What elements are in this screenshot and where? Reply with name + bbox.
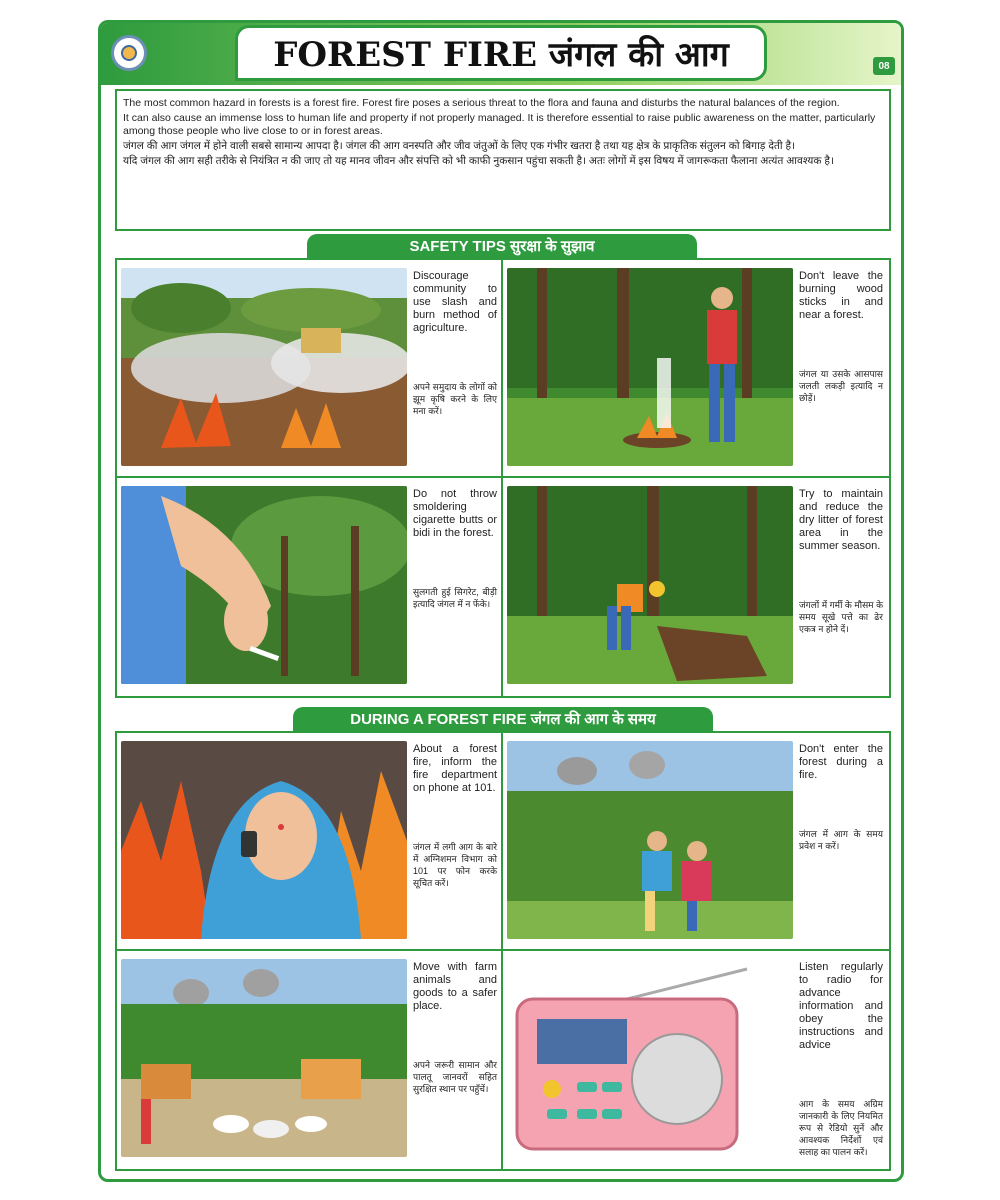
tip-dry-litter <box>503 478 889 696</box>
tip-burning-sticks <box>503 260 889 478</box>
tip-inform-fire-dept <box>117 733 503 951</box>
tip-text-en: Move with farm animals and goods to a safer place. <box>413 961 497 1012</box>
tip-text-hi: जंगलों में गर्मी के मौसम के समय सूखे पत्ते का ढेर एकत्र न होने दें। <box>799 600 883 634</box>
dry-litter-illustration <box>507 486 793 684</box>
tip-text-en: About a forest fire, inform the fire department on phone at 101. <box>413 743 497 794</box>
tip-text-hi: जंगल में आग के समय प्रवेश न करें। <box>799 829 883 851</box>
tip-text-hi: अपने समुदाय के लोगों को झूम कृषि करने के लिए मना करें। <box>413 382 497 416</box>
tip-text-en: Discourage community to use slash and burn method of agriculture. <box>413 270 497 334</box>
intro-en-2: It can also cause an immense loss to human life and property if not properly managed. It is therefore essential to raise public awareness on the matter, particularly among those people who live close to or in forest areas. <box>123 112 876 137</box>
do-not-enter-illustration <box>507 741 793 939</box>
slash-burn-illustration <box>121 268 407 466</box>
intro-hi-1: जंगल की आग जंगल में होने वाली सबसे सामान्य आपदा है। जंगल की आग वनस्पति और जीव जंतुओं के लिए एक गंभीर खतरा है तथा यह क्षेत्र के प्राकृतिक संतुलन को बिगाड़ देती है। <box>123 140 796 152</box>
tip-do-not-enter <box>503 733 889 951</box>
tip-slash-burn <box>117 260 503 478</box>
during-fire-heading: DURING A FOREST FIRE जंगल की आग के समय <box>293 707 713 731</box>
campfire-illustration <box>507 268 793 466</box>
tip-cigarette <box>117 478 503 696</box>
intro-paragraph <box>115 89 891 231</box>
tip-text-hi: जंगल में लगी आग के बारे में अग्निशमन विभाग को 101 पर फोन करके सूचित करें। <box>413 842 497 888</box>
intro-en-1: The most common hazard in forests is a forest fire. Forest fire poses a serious threat to the flora and fauna and disturbs the natural balances of the region. <box>123 97 840 109</box>
during-fire-grid <box>115 731 891 1171</box>
page-title: FOREST FIRE जंगल की आग <box>273 35 729 75</box>
tip-text-hi: सुलगती हुई सिगरेट, बीड़ी इत्यादि जंगल में न फेंके। <box>413 587 497 609</box>
title-box <box>235 25 767 81</box>
tip-text-hi: अपने जरूरी सामान और पालतू जानवरों सहित सुरक्षित स्थान पर पहुँचें। <box>413 1060 497 1094</box>
publisher-logo <box>111 35 147 71</box>
tip-text-en: Do not throw smoldering cigarette butts or bidi in the forest. <box>413 488 497 539</box>
evacuate-illustration <box>121 959 407 1157</box>
tip-text-hi: आग के समय अग्रिम जानकारी के लिए नियमित रूप से रेडियो सुनें और आवश्यक निर्देशों एवं सलाह का पालन करें। <box>799 1099 883 1157</box>
tip-listen-radio <box>503 951 889 1169</box>
safety-tips-grid <box>115 258 891 698</box>
tip-text-en: Don't enter the forest during a fire. <box>799 743 883 781</box>
tip-text-en: Try to maintain and reduce the dry litter of forest area in the summer season. <box>799 488 883 552</box>
poster <box>98 20 904 1182</box>
cigarette-illustration <box>121 486 407 684</box>
radio-illustration <box>507 959 793 1157</box>
tip-text-en: Listen regularly to radio for advance information and obey the instructions and advice <box>799 961 883 1051</box>
safety-tips-heading: SAFETY TIPS सुरक्षा के सुझाव <box>307 234 697 258</box>
tip-text-hi: जंगल या उसके आसपास जलती लकड़ी इत्यादि न छोड़ें। <box>799 369 883 403</box>
phone-call-illustration <box>121 741 407 939</box>
tip-text-en: Don't leave the burning wood sticks in and near a forest. <box>799 270 883 321</box>
intro-hi-2: यदि जंगल की आग सही तरीके से नियंत्रित न की जाए तो यह मानव जीवन और संपत्ति को भी काफी नुकसान पहुंचा सकती है। अतः लोगों में इस विषय में जागरूकता फैलाना अत्यंत आवश्यक है। <box>123 155 834 167</box>
chart-number-badge: 08 <box>873 57 895 75</box>
tip-move-animals <box>117 951 503 1169</box>
